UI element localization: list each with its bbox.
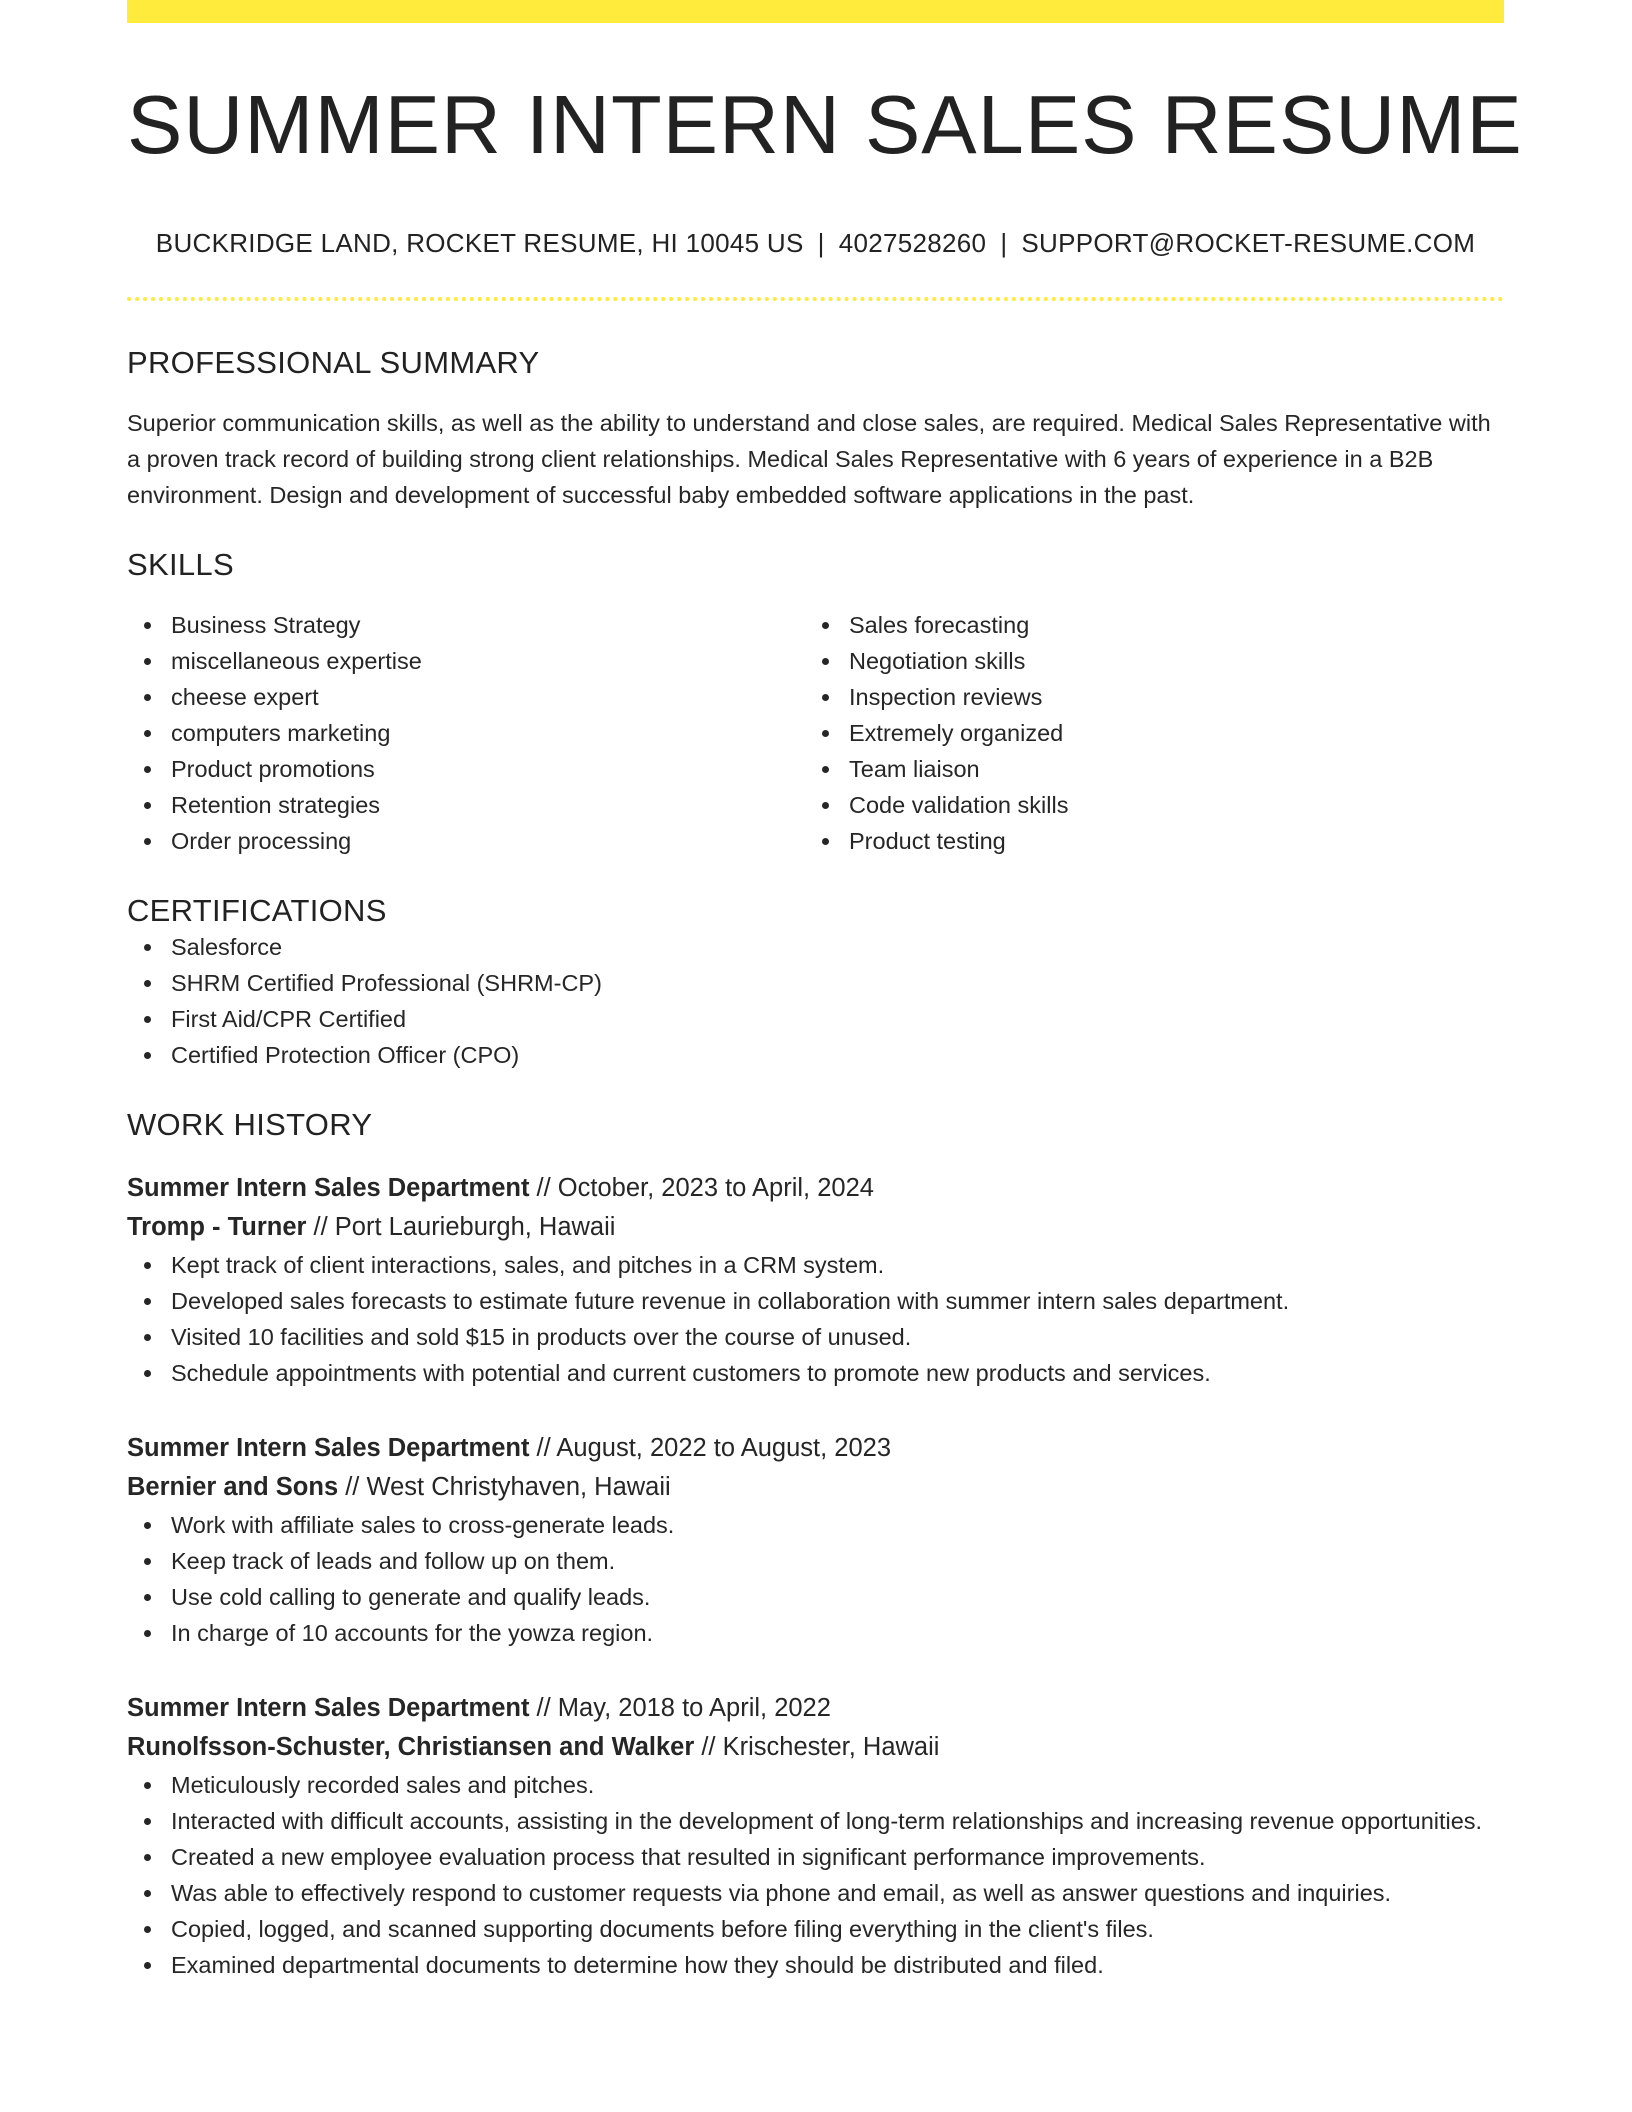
skill-item: miscellaneous expertise [127, 643, 805, 679]
certification-item: First Aid/CPR Certified [127, 1001, 1504, 1037]
job-dates: // August, 2022 to August, 2023 [529, 1434, 892, 1463]
job-duty-item: Schedule appointments with potential and current customers to promote new products and services. [127, 1355, 1504, 1391]
job-title: Summer Intern Sales Department [127, 1174, 530, 1203]
job-duty-item: Copied, logged, and scanned supporting documents before filing everything in the client's files. [127, 1911, 1504, 1947]
skill-item: Negotiation skills [805, 643, 1483, 679]
job-title-line [127, 1689, 1504, 1728]
job-duty-item: Examined departmental documents to determine how they should be distributed and filed. [127, 1947, 1504, 1983]
certification-item: Salesforce [127, 929, 1504, 965]
job-duties-list [127, 1767, 1504, 1983]
certifications-list [127, 929, 1504, 1073]
job-title: Summer Intern Sales Department [127, 1434, 530, 1463]
skills-list-left [127, 607, 805, 859]
skill-item: Code validation skills [805, 787, 1483, 823]
job-entry [127, 1169, 1504, 1391]
job-duty-item: Developed sales forecasts to estimate future revenue in collaboration with summer intern sales department. [127, 1283, 1504, 1319]
job-duty-item: Visited 10 facilities and sold $15 in products over the course of unused. [127, 1319, 1504, 1355]
job-company-line [127, 1468, 1504, 1507]
job-company: Tromp - Turner [127, 1213, 307, 1242]
job-company-line [127, 1728, 1504, 1767]
skill-item: Product promotions [127, 751, 805, 787]
skill-item: Order processing [127, 823, 805, 859]
contact-separator: | [817, 228, 825, 259]
job-title-line [127, 1429, 1504, 1468]
skill-item: Retention strategies [127, 787, 805, 823]
certification-item: Certified Protection Officer (CPO) [127, 1037, 1504, 1073]
job-duties-list [127, 1507, 1504, 1651]
resume-page [127, 0, 1523, 1983]
contact-line [127, 228, 1504, 259]
resume-title: SUMMER INTERN SALES RESUME [127, 78, 1523, 171]
job-location: // West Christyhaven, Hawaii [338, 1473, 671, 1502]
skill-item: cheese expert [127, 679, 805, 715]
job-entry [127, 1429, 1504, 1651]
job-duty-item: Keep track of leads and follow up on them. [127, 1543, 1504, 1579]
job-company: Bernier and Sons [127, 1473, 339, 1502]
contact-address: BUCKRIDGE LAND, ROCKET RESUME, HI 10045 US [155, 228, 804, 259]
job-location: // Krischester, Hawaii [694, 1733, 940, 1762]
job-duty-item: Created a new employee evaluation process that resulted in significant performance improvements. [127, 1839, 1504, 1875]
skills-heading: SKILLS [127, 547, 234, 583]
job-duty-item: Kept track of client interactions, sales, and pitches in a CRM system. [127, 1247, 1504, 1283]
job-location: // Port Laurieburgh, Hawaii [306, 1213, 616, 1242]
job-dates: // October, 2023 to April, 2024 [529, 1174, 874, 1203]
job-title-line [127, 1169, 1504, 1208]
skill-item: Team liaison [805, 751, 1483, 787]
skills-grid [127, 607, 1504, 859]
top-accent-bar [127, 0, 1504, 23]
job-duty-item: Meticulously recorded sales and pitches. [127, 1767, 1504, 1803]
job-entry [127, 1689, 1504, 1983]
dotted-divider [127, 297, 1504, 301]
summary-text: Superior communication skills, as well as the ability to understand and close sales, are required. Medical Sales Representative with a proven track record of building strong client relationships. Medical Sales Representative with 6 years of experience in a B2B environment. Design and development of successful baby embedded software applications in the past. [127, 410, 1491, 509]
summary-heading: PROFESSIONAL SUMMARY [127, 345, 540, 381]
job-company: Runolfsson-Schuster, Christiansen and Walker [127, 1733, 695, 1762]
contact-phone: 4027528260 [838, 228, 987, 259]
certifications-heading: CERTIFICATIONS [127, 893, 387, 929]
contact-separator: | [1000, 228, 1008, 259]
job-duty-item: Was able to effectively respond to customer requests via phone and email, as well as answer questions and inquiries. [127, 1875, 1504, 1911]
skill-item: Product testing [805, 823, 1483, 859]
skill-item: Business Strategy [127, 607, 805, 643]
job-duty-item: Work with affiliate sales to cross-generate leads. [127, 1507, 1504, 1543]
skills-list-right [805, 607, 1483, 859]
skill-item: Inspection reviews [805, 679, 1483, 715]
job-duty-item: In charge of 10 accounts for the yowza region. [127, 1615, 1504, 1651]
job-company-line [127, 1208, 1504, 1247]
job-title: Summer Intern Sales Department [127, 1694, 530, 1723]
contact-email: SUPPORT@ROCKET-RESUME.COM [1021, 228, 1476, 259]
skill-item: Extremely organized [805, 715, 1483, 751]
certification-item: SHRM Certified Professional (SHRM-CP) [127, 965, 1504, 1001]
work-history-heading: WORK HISTORY [127, 1107, 373, 1143]
skill-item: computers marketing [127, 715, 805, 751]
job-dates: // May, 2018 to April, 2022 [529, 1694, 831, 1723]
skill-item: Sales forecasting [805, 607, 1483, 643]
job-duty-item: Interacted with difficult accounts, assisting in the development of long-term relationships and increasing revenue opportunities. [127, 1803, 1504, 1839]
job-duty-item: Use cold calling to generate and qualify leads. [127, 1579, 1504, 1615]
job-duties-list [127, 1247, 1504, 1391]
